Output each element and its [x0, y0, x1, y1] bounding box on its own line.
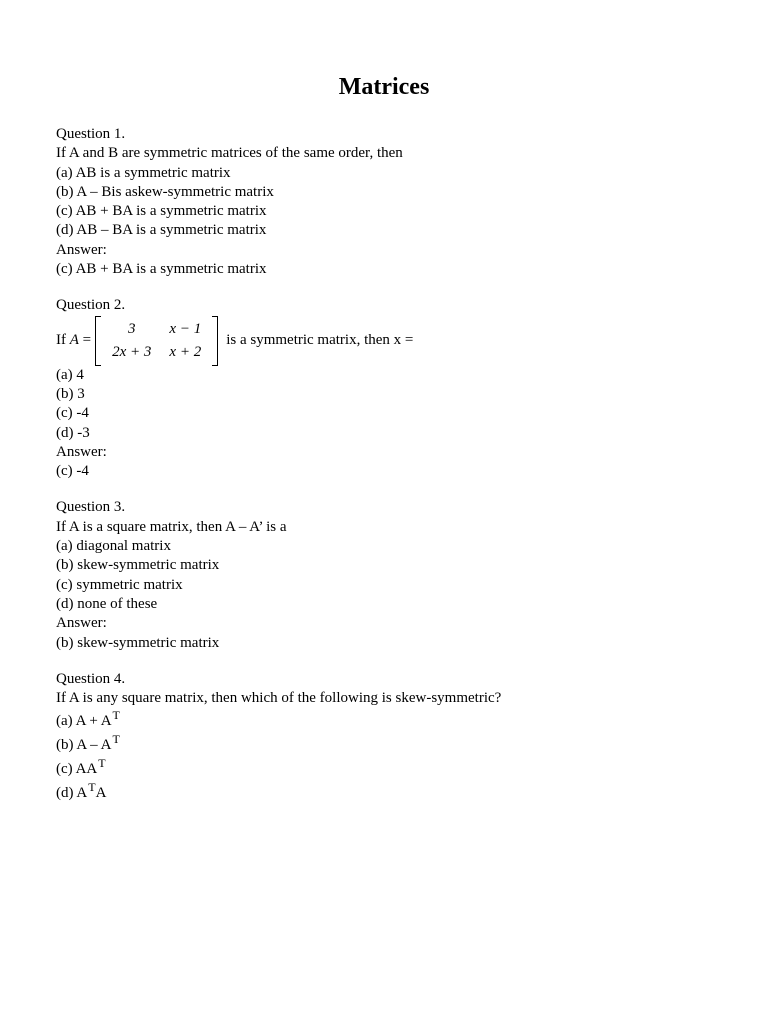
option-b: (b) 3: [56, 385, 85, 402]
questions-content: [56, 125, 736, 821]
question-prompt: If A is a square matrix, then A – A’ is a: [56, 518, 287, 535]
option-a: (a) AB is a symmetric matrix: [56, 164, 231, 181]
matrix-cell: x − 1: [169, 320, 202, 337]
option-text: (d) A: [56, 785, 88, 802]
matrix-cell: 3: [128, 320, 136, 337]
option-b: (b) A – Bis askew-symmetric matrix: [56, 183, 274, 200]
option-c: (c) AB + BA is a symmetric matrix: [56, 203, 267, 220]
option-text: (a) A + A: [56, 713, 112, 730]
question-1: [56, 125, 736, 279]
question-prompt: [56, 316, 736, 366]
answer-text: (b) skew-symmetric matrix: [56, 634, 220, 651]
answer-label: Answer:: [56, 615, 107, 632]
matrix: [95, 318, 218, 364]
option-b: [56, 732, 736, 756]
transpose-superscript: T: [88, 780, 96, 795]
option-text: A: [95, 785, 107, 802]
matrix-cell: x + 2: [169, 343, 202, 360]
page-title: Matrices: [338, 74, 430, 100]
option-d: (d) -3: [56, 424, 90, 441]
option-c: (c) -4: [56, 405, 89, 422]
question-heading: Question 1.: [56, 126, 126, 142]
equals-sign: =: [78, 332, 92, 349]
option-d: (d) AB – BA is a symmetric matrix: [56, 222, 267, 239]
transpose-superscript: T: [112, 708, 120, 723]
answer-label: Answer:: [56, 241, 107, 258]
option-text: (b) A – A: [56, 737, 112, 754]
option-d: [56, 780, 736, 804]
option-c: [56, 756, 736, 780]
option-a: [56, 708, 736, 732]
answer-label: Answer:: [56, 443, 107, 460]
prompt-prefix: If: [56, 332, 70, 349]
question-3: [56, 498, 736, 652]
question-prompt: If A and B are symmetric matrices of the same order, then: [56, 145, 403, 162]
option-d: (d) none of these: [56, 595, 158, 612]
transpose-superscript: T: [112, 732, 120, 747]
option-a: (a) diagonal matrix: [56, 538, 171, 555]
question-heading: Question 3.: [56, 499, 126, 516]
option-c: (c) symmetric matrix: [56, 576, 183, 593]
prompt-suffix: is a symmetric matrix, then x =: [226, 332, 414, 349]
transpose-superscript: T: [98, 756, 106, 771]
answer-text: (c) -4: [56, 463, 89, 480]
question-2: [56, 296, 736, 481]
answer-text: (c) AB + BA is a symmetric matrix: [56, 261, 267, 278]
question-heading: Question 4.: [56, 670, 126, 687]
matrix-cell: 2x + 3: [112, 343, 152, 360]
question-heading: Question 2.: [56, 297, 126, 314]
option-text: (c) AA: [56, 761, 98, 778]
option-b: (b) skew-symmetric matrix: [56, 557, 220, 574]
option-a: (a) 4: [56, 366, 84, 383]
matrix-name: A: [69, 332, 79, 349]
question-prompt: If A is any square matrix, then which of the following is skew-symmetric?: [56, 690, 502, 707]
question-4: [56, 670, 736, 805]
